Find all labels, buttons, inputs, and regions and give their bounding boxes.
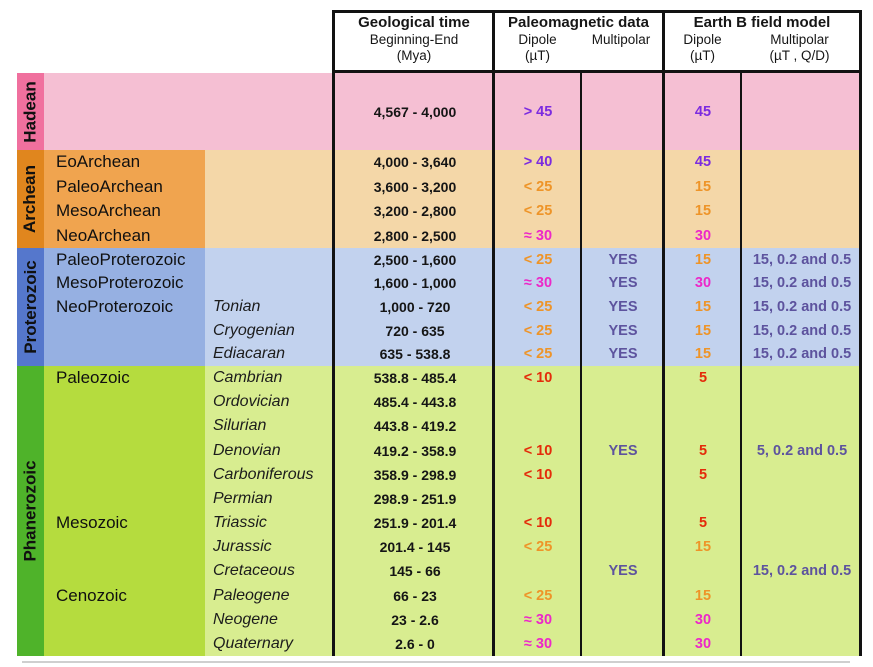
period-label: Paleogene [213, 586, 290, 604]
paleomag-dipole-value: < 25 [523, 587, 553, 604]
model-dipole-value: 45 [694, 103, 712, 120]
model-dipole-value: 30 [694, 611, 712, 628]
eon-strip-phanerozoic [17, 366, 44, 656]
time-range-value: 251.9 - 201.4 [373, 515, 457, 532]
header-sub-dipole-label: Dipole [683, 32, 722, 47]
period-label: Triassic [213, 514, 267, 532]
paleomag-multipolar-value: YES [608, 442, 638, 459]
time-range-value: 635 - 538.8 [379, 346, 451, 363]
time-range-value: 4,000 - 3,640 [373, 154, 457, 171]
period-label: Neogene [213, 610, 278, 628]
header-sub-dipole-unit: (µT) [689, 48, 716, 63]
period-label: Ordovician [213, 393, 290, 411]
paleomag-dipole-value: ≈ 30 [523, 227, 553, 244]
era-label: PaleoProterozoic [56, 249, 186, 269]
model-dipole-value: 15 [694, 251, 712, 268]
header-title-earth-b-field-model: Earth B field model [693, 14, 831, 31]
header-group-geological-time [336, 13, 492, 70]
column-divider-minor [580, 71, 582, 656]
time-range-value: 1,600 - 1,000 [373, 275, 457, 292]
period-label: Cryogenian [213, 321, 295, 339]
era-label: Cenozoic [56, 585, 127, 605]
model-dipole-value: 15 [694, 178, 712, 195]
header-sub-beginning-end: Beginning-End [369, 32, 459, 47]
time-range-value: 201.4 - 145 [379, 539, 451, 556]
period-label: Quaternary [213, 634, 294, 652]
time-range-value: 2,800 - 2,500 [373, 227, 457, 244]
time-range-value: 1,000 - 720 [379, 298, 451, 315]
model-dipole-value: 15 [694, 587, 712, 604]
time-range-value: 720 - 635 [385, 322, 445, 339]
eon-label-phanerozoic: Phanerozoic [20, 460, 40, 562]
time-range-value: 298.9 - 251.9 [373, 490, 457, 507]
eon-label-archean: Archean [20, 164, 40, 234]
period-label: Cambrian [213, 369, 283, 387]
column-divider-minor [740, 71, 742, 656]
paleomag-multipolar-value: YES [608, 322, 638, 339]
paleomag-dipole-value: < 25 [523, 322, 553, 339]
eon-strip-proterozoic [17, 248, 44, 366]
column-divider-major [859, 10, 862, 656]
header-top-border [332, 10, 862, 13]
header-bottom-border [332, 70, 862, 73]
paleomag-dipole-value: > 45 [523, 103, 553, 120]
era-label: EoArchean [56, 152, 141, 172]
paleomag-dipole-value: < 25 [523, 178, 553, 195]
eon-label-hadean: Hadean [20, 80, 40, 143]
paleomag-multipolar-value: YES [608, 346, 638, 363]
column-divider-major [662, 10, 665, 656]
time-range-value: 419.2 - 358.9 [373, 442, 457, 459]
period-label: Carboniferous [213, 465, 314, 483]
model-multipolar-value: 15, 0.2 and 0.5 [752, 251, 852, 268]
paleomag-dipole-value: > 40 [523, 154, 553, 171]
time-range-value: 23 - 2.6 [391, 611, 439, 628]
header-sub-model-dipole [665, 32, 740, 64]
period-label: Permian [213, 489, 273, 507]
header-sub-mya: (Mya) [396, 48, 432, 63]
time-range-value: 3,200 - 2,800 [373, 203, 457, 220]
period-label: Jurassic [213, 538, 272, 556]
model-dipole-value: 30 [694, 635, 712, 652]
model-multipolar-value: 15, 0.2 and 0.5 [752, 563, 852, 580]
paleomag-multipolar-value: YES [608, 563, 638, 580]
paleomag-dipole-value: < 25 [523, 203, 553, 220]
header-sub-multipolar-label: Multipolar [770, 32, 829, 47]
header-sub-dipole-label: Dipole [518, 32, 557, 47]
era-label: PaleoArchean [56, 176, 163, 196]
time-range-value: 145 - 66 [389, 563, 441, 580]
time-range-value: 3,600 - 3,200 [373, 178, 457, 195]
era-label: Mesozoic [56, 513, 128, 533]
table-bottom-shadow [22, 661, 850, 663]
paleomag-dipole-value: < 25 [523, 298, 553, 315]
header-title-paleomagnetic-data: Paleomagnetic data [508, 14, 649, 31]
model-multipolar-value: 15, 0.2 and 0.5 [752, 298, 852, 315]
model-dipole-value: 15 [694, 346, 712, 363]
model-multipolar-value: 15, 0.2 and 0.5 [752, 346, 852, 363]
era-label: MesoArchean [56, 201, 161, 221]
time-range-value: 2,500 - 1,600 [373, 251, 457, 268]
header-sub-paleo-dipole [495, 32, 580, 64]
time-range-value: 2.6 - 0 [395, 635, 435, 652]
period-label: Silurian [213, 417, 267, 435]
model-dipole-value: 15 [694, 298, 712, 315]
model-dipole-value: 15 [694, 322, 712, 339]
paleomag-multipolar-value: YES [608, 298, 638, 315]
model-dipole-value: 15 [694, 203, 712, 220]
time-range-value: 485.4 - 443.8 [373, 394, 457, 411]
model-multipolar-value: 15, 0.2 and 0.5 [752, 322, 852, 339]
model-dipole-value: 45 [694, 154, 712, 171]
model-dipole-value: 30 [694, 275, 712, 292]
model-dipole-value: 5 [698, 442, 708, 459]
header-sub-dipole-unit: (µT) [524, 48, 551, 63]
column-divider-major [332, 10, 335, 656]
header-group-paleomagnetic-data [495, 13, 662, 70]
paleomag-dipole-value: < 10 [523, 515, 553, 532]
paleomag-dipole-value: ≈ 30 [523, 611, 553, 628]
model-dipole-value: 30 [694, 227, 712, 244]
time-range-value: 538.8 - 485.4 [373, 370, 457, 387]
era-label: MesoProterozoic [56, 273, 184, 293]
model-multipolar-value: 15, 0.2 and 0.5 [752, 275, 852, 292]
model-dipole-value: 15 [694, 539, 712, 556]
paleomag-dipole-value: < 10 [523, 370, 553, 387]
header-sub-multipolar-label: Multipolar [591, 32, 651, 47]
paleomag-dipole-value: < 25 [523, 251, 553, 268]
paleomag-dipole-value: < 25 [523, 346, 553, 363]
time-range-value: 66 - 23 [393, 587, 437, 604]
header-title-geological-time: Geological time [358, 14, 470, 31]
header-sub-model-multipolar [740, 32, 859, 64]
eon-strip-archean [17, 150, 44, 248]
header-sub-multipolar-unit: (µT , Q/D) [769, 48, 830, 63]
time-range-value: 443.8 - 419.2 [373, 418, 457, 435]
paleomag-dipole-value: < 10 [523, 442, 553, 459]
period-label: Denovian [213, 441, 281, 459]
model-dipole-value: 5 [698, 370, 708, 387]
period-label: Cretaceous [213, 562, 295, 580]
era-label: NeoArchean [56, 225, 151, 245]
header-sub-paleo-multipolar [580, 32, 662, 64]
paleomag-dipole-value: < 25 [523, 539, 553, 556]
period-label: Tonian [213, 297, 261, 315]
time-range-value: 4,567 - 4,000 [373, 103, 457, 120]
paleomag-dipole-value: ≈ 30 [523, 275, 553, 292]
model-multipolar-value: 5, 0.2 and 0.5 [756, 442, 848, 459]
period-label: Ediacaran [213, 345, 286, 363]
era-label: NeoProterozoic [56, 296, 174, 316]
era-label: Paleozoic [56, 368, 130, 388]
header-group-earth-b-field-model [665, 13, 859, 70]
paleomag-dipole-value: < 10 [523, 466, 553, 483]
paleomag-dipole-value: ≈ 30 [523, 635, 553, 652]
paleomag-multipolar-value: YES [608, 275, 638, 292]
column-divider-major [492, 10, 495, 656]
model-dipole-value: 5 [698, 466, 708, 483]
model-dipole-value: 5 [698, 515, 708, 532]
time-range-value: 358.9 - 298.9 [373, 466, 457, 483]
eon-label-proterozoic: Proterozoic [20, 260, 40, 354]
paleomag-multipolar-value: YES [608, 251, 638, 268]
eon-strip-hadean [17, 73, 44, 150]
